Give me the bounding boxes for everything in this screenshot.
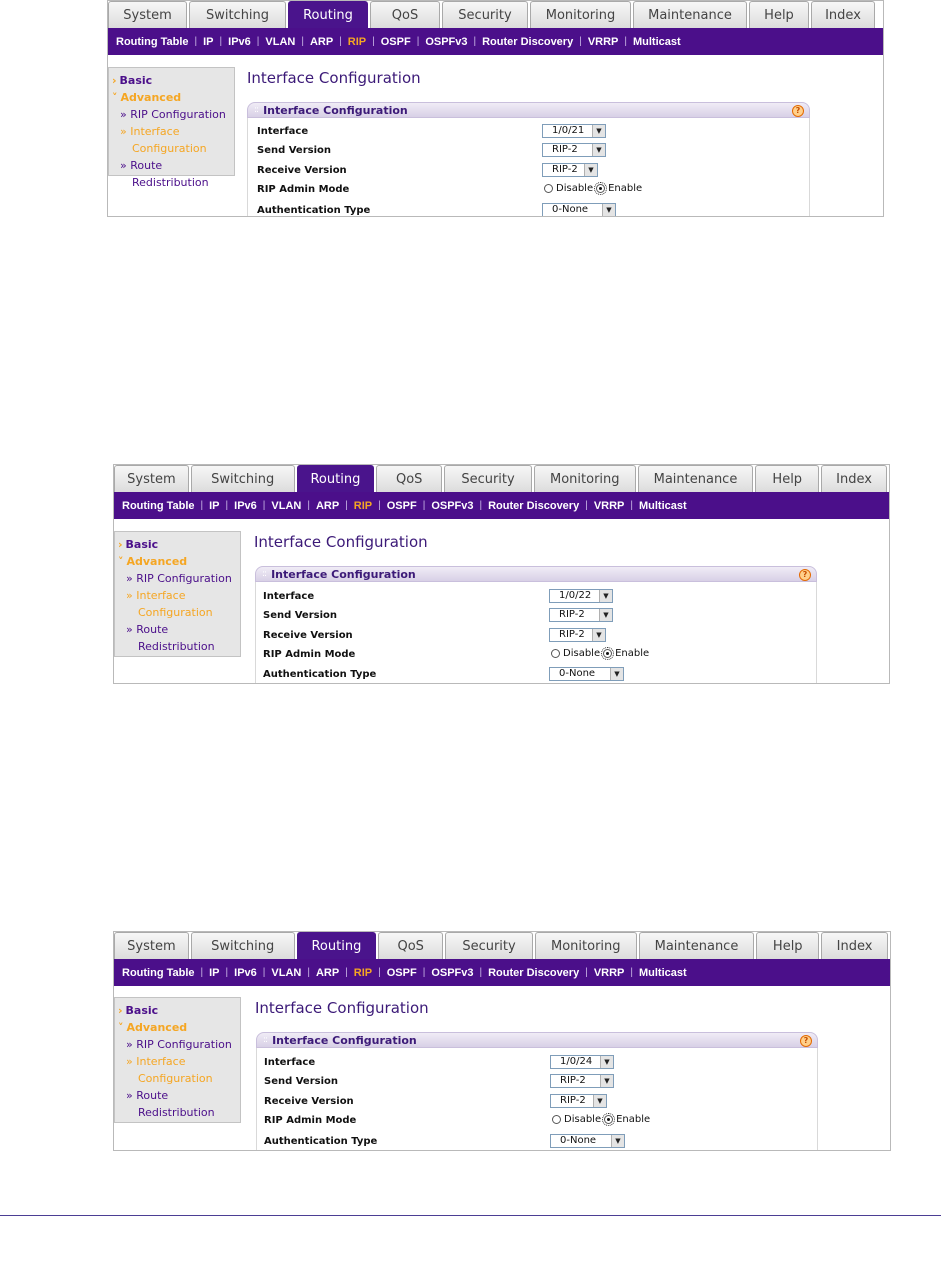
subnav-vlan[interactable]: VLAN <box>271 966 302 979</box>
send-version-value: RIP-2 <box>552 144 578 155</box>
tab-help[interactable]: Help <box>749 1 809 28</box>
interface-label: Interface <box>264 1057 316 1068</box>
tab-maintenance[interactable]: Maintenance <box>633 1 747 28</box>
send-version-label: Send Version <box>263 610 338 621</box>
tab-index[interactable]: Index <box>811 1 875 28</box>
tab-qos[interactable]: QoS <box>376 465 442 492</box>
tab-monitoring[interactable]: Monitoring <box>530 1 631 28</box>
screenshot-2 <box>113 464 890 684</box>
disable-label: Disable <box>556 183 594 194</box>
main-tabs <box>108 1 883 28</box>
dropdown-arrow-icon: ▼ <box>600 1056 613 1068</box>
sidebar-basic-label: Basic <box>125 538 159 551</box>
sidebar <box>114 997 241 1123</box>
sidebar-advanced[interactable] <box>118 553 240 570</box>
interface-label: Interface <box>257 126 309 137</box>
arrow-right-icon: › <box>118 538 123 551</box>
page-title: Interface Configuration <box>247 69 421 87</box>
separator: | <box>378 967 381 978</box>
separator: | <box>307 967 310 978</box>
separator: | <box>630 967 633 978</box>
enable-radio[interactable] <box>604 1115 613 1124</box>
sidebar-item-redistribution[interactable]: Redistribution <box>132 176 209 189</box>
send-version-label: Send Version <box>264 1076 339 1087</box>
disable-label: Disable <box>563 648 601 659</box>
sidebar-item-interface-configuration[interactable]: Configuration <box>138 606 213 619</box>
separator: | <box>416 36 420 47</box>
interface-value: 1/0/24 <box>560 1056 593 1067</box>
chevron-down-icon: ˅ <box>118 555 124 568</box>
separator: | <box>307 500 310 511</box>
dropdown-arrow-icon: ▼ <box>599 590 612 602</box>
auth-type-value: 0-None <box>559 668 596 679</box>
interface-value: 1/0/21 <box>552 125 585 136</box>
separator: | <box>301 36 304 47</box>
screenshot-1 <box>107 0 884 217</box>
separator: | <box>422 967 426 978</box>
receive-version-label: Receive Version <box>257 165 347 176</box>
panel-header <box>247 102 810 118</box>
auth-type-select[interactable] <box>549 667 624 681</box>
sidebar-advanced-label: Advanced <box>126 555 188 568</box>
panel-body <box>247 118 810 217</box>
sidebar-item-interface[interactable]: » Interface <box>126 1055 186 1068</box>
sidebar-basic-label: Basic <box>125 1004 159 1017</box>
subnav-ospfv3[interactable]: OSPFv3 <box>425 35 468 48</box>
sidebar-basic[interactable] <box>112 72 234 89</box>
separator: | <box>378 500 381 511</box>
separator: | <box>345 967 348 978</box>
subnav-routing-table[interactable]: Routing Table <box>122 966 195 979</box>
tab-switching[interactable]: Switching <box>191 465 295 492</box>
disable-radio[interactable] <box>544 184 553 193</box>
tab-maintenance[interactable]: Maintenance <box>638 465 754 492</box>
receive-version-select[interactable] <box>542 163 598 177</box>
sidebar-basic[interactable] <box>118 536 240 553</box>
chevron-down-icon: ˅ <box>118 1021 124 1034</box>
sidebar-item-route[interactable]: » Route <box>126 1089 169 1102</box>
sidebar-item-route[interactable]: » Route <box>126 623 169 636</box>
separator: | <box>200 500 204 511</box>
footer-rule <box>0 1215 941 1216</box>
subnav-vrrp[interactable]: VRRP <box>593 499 625 512</box>
auth-type-value: 0-None <box>552 204 589 215</box>
subnav-bar <box>108 28 883 55</box>
receive-version-label: Receive Version <box>263 630 353 641</box>
subnav-bar <box>114 959 890 986</box>
tab-security[interactable]: Security <box>442 1 528 28</box>
tab-switching[interactable]: Switching <box>191 932 295 959</box>
subnav-ospf[interactable]: OSPF <box>380 35 411 48</box>
panel-title: Interface Configuration <box>271 567 416 581</box>
tab-monitoring[interactable]: Monitoring <box>534 465 636 492</box>
panel-header <box>256 1032 818 1048</box>
grip-icon: :: <box>262 569 267 579</box>
subnav-ospfv3[interactable]: OSPFv3 <box>431 966 474 979</box>
separator: | <box>473 36 477 47</box>
sidebar-basic-label: Basic <box>119 74 153 87</box>
receive-version-select[interactable] <box>549 628 606 642</box>
subnav-ipv6[interactable]: IPv6 <box>228 35 251 48</box>
separator: | <box>219 36 223 47</box>
separator: | <box>345 500 348 511</box>
sidebar-item-interface[interactable]: » Interface <box>126 589 186 602</box>
subnav-routing-table[interactable]: Routing Table <box>116 35 189 48</box>
subnav-vrrp[interactable]: VRRP <box>593 966 625 979</box>
interface-select[interactable] <box>542 124 606 138</box>
subnav-vlan[interactable]: VLAN <box>265 35 296 48</box>
enable-radio[interactable] <box>603 649 612 658</box>
dropdown-arrow-icon: ▼ <box>600 1075 613 1087</box>
tab-maintenance[interactable]: Maintenance <box>639 932 755 959</box>
subnav-bar <box>114 492 889 519</box>
auth-type-label: Authentication Type <box>263 669 377 680</box>
subnav-vrrp[interactable]: VRRP <box>587 35 619 48</box>
auth-type-value: 0-None <box>560 1135 597 1146</box>
page-title: Interface Configuration <box>255 999 429 1017</box>
arrow-right-icon: › <box>112 74 117 87</box>
grip-icon: :: <box>263 1035 268 1045</box>
sidebar-item-interface-configuration[interactable]: Configuration <box>138 1072 213 1085</box>
auth-type-select[interactable] <box>550 1134 625 1148</box>
help-icon[interactable]: ? <box>800 1035 812 1047</box>
sidebar <box>108 67 235 189</box>
sidebar-basic[interactable] <box>118 1002 240 1019</box>
enable-label: Enable <box>615 648 650 659</box>
tab-qos[interactable]: QoS <box>370 1 440 28</box>
receive-version-label: Receive Version <box>264 1096 354 1107</box>
tab-system[interactable]: System <box>114 465 189 492</box>
rip-admin-mode-radios <box>544 183 642 194</box>
sidebar-item-interface-configuration[interactable]: Configuration <box>132 142 207 155</box>
subnav-router-discovery[interactable]: Router Discovery <box>488 499 580 512</box>
receive-version-value: RIP-2 <box>559 629 585 640</box>
separator: | <box>422 500 426 511</box>
sidebar-item-redistribution[interactable]: Redistribution <box>138 1106 215 1119</box>
subnav-ospf[interactable]: OSPF <box>386 499 417 512</box>
subnav-ospfv3[interactable]: OSPFv3 <box>431 499 474 512</box>
subnav-arp[interactable]: ARP <box>315 499 340 512</box>
send-version-select[interactable] <box>550 1074 614 1088</box>
chevron-down-icon: ˅ <box>112 91 118 104</box>
receive-version-select[interactable] <box>550 1094 607 1108</box>
sidebar-advanced[interactable] <box>118 1019 240 1036</box>
send-version-value: RIP-2 <box>559 609 585 620</box>
dropdown-arrow-icon: ▼ <box>611 1135 624 1147</box>
sidebar-advanced[interactable] <box>112 89 234 106</box>
tab-routing[interactable]: Routing <box>288 1 368 28</box>
subnav-ip[interactable]: IP <box>209 499 220 512</box>
subnav-multicast[interactable]: Multicast <box>638 966 687 979</box>
help-icon[interactable]: ? <box>792 105 804 117</box>
receive-version-value: RIP-2 <box>552 164 578 175</box>
dropdown-arrow-icon: ▼ <box>592 144 605 156</box>
sidebar-item-redistribution[interactable]: Redistribution <box>138 640 215 653</box>
separator: | <box>225 500 229 511</box>
tab-monitoring[interactable]: Monitoring <box>535 932 637 959</box>
dropdown-arrow-icon: ▼ <box>610 668 623 680</box>
subnav-ipv6[interactable]: IPv6 <box>234 966 257 979</box>
separator: | <box>339 36 342 47</box>
tab-system[interactable]: System <box>114 932 189 959</box>
separator: | <box>256 36 260 47</box>
separator: | <box>624 36 627 47</box>
tab-security[interactable]: Security <box>444 465 532 492</box>
enable-label: Enable <box>608 183 643 194</box>
separator: | <box>585 967 588 978</box>
subnav-routing-table[interactable]: Routing Table <box>122 499 195 512</box>
interface-label: Interface <box>263 591 315 602</box>
auth-type-label: Authentication Type <box>264 1136 378 1147</box>
subnav-multicast[interactable]: Multicast <box>638 499 687 512</box>
sidebar-item-interface[interactable]: » Interface <box>120 125 180 138</box>
subnav-arp[interactable]: ARP <box>315 966 340 979</box>
rip-admin-mode-label: RIP Admin Mode <box>264 1115 357 1126</box>
sidebar-advanced-label: Advanced <box>120 91 182 104</box>
disable-label: Disable <box>564 1114 602 1125</box>
tab-routing[interactable]: Routing <box>297 465 375 492</box>
dropdown-arrow-icon: ▼ <box>602 204 615 216</box>
separator: | <box>579 36 582 47</box>
separator: | <box>479 500 483 511</box>
tab-index[interactable]: Index <box>821 932 888 959</box>
separator: | <box>262 500 266 511</box>
send-version-value: RIP-2 <box>560 1075 586 1086</box>
page-title: Interface Configuration <box>254 533 428 551</box>
main-tabs <box>114 465 889 492</box>
tab-help[interactable]: Help <box>755 465 819 492</box>
dropdown-arrow-icon: ▼ <box>592 629 605 641</box>
dropdown-arrow-icon: ▼ <box>584 164 597 176</box>
separator: | <box>262 967 266 978</box>
interface-select[interactable] <box>550 1055 614 1069</box>
subnav-ipv6[interactable]: IPv6 <box>234 499 257 512</box>
dropdown-arrow-icon: ▼ <box>593 1095 606 1107</box>
tab-routing[interactable]: Routing <box>297 932 377 959</box>
disable-radio[interactable] <box>552 1115 561 1124</box>
rip-admin-mode-radios <box>551 648 649 659</box>
rip-admin-mode-label: RIP Admin Mode <box>257 184 350 195</box>
send-version-select[interactable] <box>549 608 613 622</box>
subnav-vlan[interactable]: VLAN <box>271 499 302 512</box>
tab-system[interactable]: System <box>108 1 187 28</box>
receive-version-value: RIP-2 <box>560 1095 586 1106</box>
sidebar-advanced-label: Advanced <box>126 1021 188 1034</box>
subnav-router-discovery[interactable]: Router Discovery <box>488 966 580 979</box>
separator: | <box>630 500 633 511</box>
sidebar-item-rip-configuration[interactable]: » RIP Configuration <box>120 108 226 121</box>
separator: | <box>585 500 588 511</box>
subnav-rip[interactable]: RIP <box>353 966 373 979</box>
rip-admin-mode-label: RIP Admin Mode <box>263 649 356 660</box>
separator: | <box>479 967 483 978</box>
interface-select[interactable] <box>549 589 613 603</box>
sidebar-item-route[interactable]: » Route <box>120 159 163 172</box>
subnav-router-discovery[interactable]: Router Discovery <box>482 35 574 48</box>
separator: | <box>225 967 229 978</box>
subnav-ip[interactable]: IP <box>203 35 214 48</box>
dropdown-arrow-icon: ▼ <box>592 125 605 137</box>
panel-header <box>255 566 817 582</box>
dropdown-arrow-icon: ▼ <box>599 609 612 621</box>
interface-value: 1/0/22 <box>559 590 592 601</box>
panel-body <box>256 1048 818 1151</box>
separator: | <box>200 967 204 978</box>
arrow-right-icon: › <box>118 1004 123 1017</box>
tab-qos[interactable]: QoS <box>378 932 443 959</box>
subnav-rip[interactable]: RIP <box>353 499 373 512</box>
auth-type-label: Authentication Type <box>257 205 371 216</box>
send-version-select[interactable] <box>542 143 606 157</box>
auth-type-select[interactable] <box>542 203 616 217</box>
grip-icon: :: <box>254 105 259 115</box>
send-version-label: Send Version <box>257 145 332 156</box>
tab-index[interactable]: Index <box>821 465 887 492</box>
subnav-ospf[interactable]: OSPF <box>386 966 417 979</box>
screenshot-3 <box>113 931 891 1151</box>
subnav-rip[interactable]: RIP <box>347 35 367 48</box>
separator: | <box>372 36 375 47</box>
tab-switching[interactable]: Switching <box>189 1 286 28</box>
sidebar-item-rip-configuration[interactable]: » RIP Configuration <box>126 1038 232 1051</box>
tab-help[interactable]: Help <box>756 932 819 959</box>
subnav-arp[interactable]: ARP <box>309 35 334 48</box>
separator: | <box>194 36 198 47</box>
main-tabs <box>114 932 890 959</box>
subnav-ip[interactable]: IP <box>209 966 220 979</box>
enable-radio[interactable] <box>596 184 605 193</box>
enable-label: Enable <box>616 1114 651 1125</box>
panel-body <box>255 582 817 684</box>
tab-security[interactable]: Security <box>445 932 533 959</box>
panel-title: Interface Configuration <box>272 1033 417 1047</box>
disable-radio[interactable] <box>551 649 560 658</box>
panel-title: Interface Configuration <box>263 103 408 117</box>
help-icon[interactable]: ? <box>799 569 811 581</box>
rip-admin-mode-radios <box>552 1114 650 1125</box>
sidebar <box>114 531 241 657</box>
subnav-multicast[interactable]: Multicast <box>632 35 681 48</box>
sidebar-item-rip-configuration[interactable]: » RIP Configuration <box>126 572 232 585</box>
